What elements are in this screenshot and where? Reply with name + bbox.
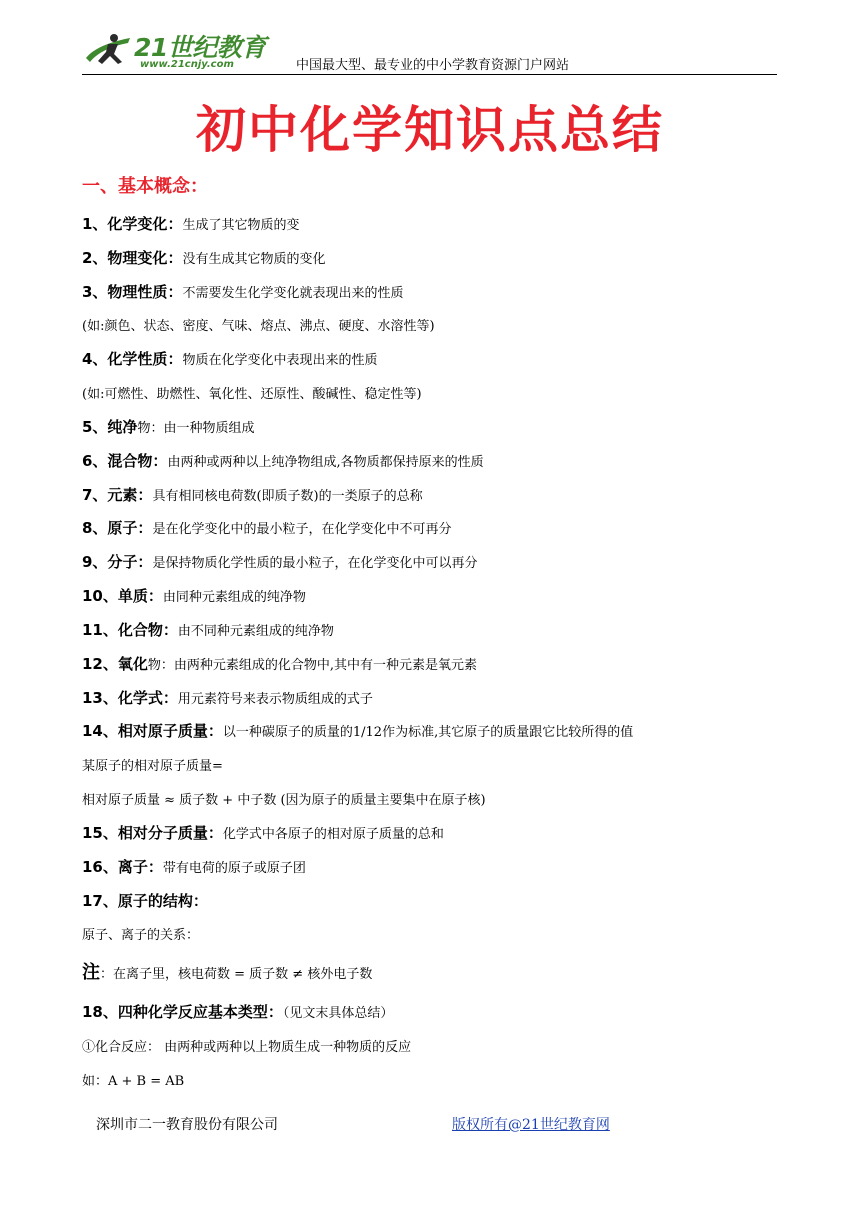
concept-term: 16、离子： — [82, 858, 163, 876]
concept-text: 生成了其它物质的变 — [182, 218, 300, 233]
concept-text: 某原子的相对原子质量= — [82, 759, 223, 774]
site-tagline: 中国最大型、最专业的中小学教育资源门户网站 — [296, 58, 570, 73]
concept-text: 相对原子质量 ≈ 质子数 + 中子数 (因为原子的质量主要集中在原子核) — [82, 793, 486, 808]
concept-text: (如:可燃性、助燃性、氧化性、还原性、酸碱性、稳定性等) — [82, 387, 422, 402]
concept-term: 11、化合物： — [82, 621, 178, 639]
concept-text: 是在化学变化中的最小粒子，在化学变化中不可再分 — [152, 522, 452, 537]
concept-line — [82, 382, 422, 406]
concept-text: 原子、离子的关系： — [82, 928, 200, 943]
logo-url: www.21cnjy.com — [140, 59, 234, 70]
footer-copyright-link[interactable]: 版权所有@21世纪教育网 — [452, 1117, 610, 1133]
footer-company: 深圳市二一教育股份有限公司 — [96, 1117, 278, 1133]
runner-logo-icon — [84, 30, 132, 70]
logo-text: 21世纪教育 — [134, 33, 266, 62]
concept-term: 13、化学式： — [82, 689, 178, 707]
concept-term: 5、纯净 — [82, 418, 138, 436]
concept-line — [82, 962, 372, 986]
concept-term: 14、相对原子质量： — [82, 722, 223, 740]
concept-text: 由两种或两种以上纯净物组成,各物质都保持原来的性质 — [167, 455, 484, 470]
concept-line — [82, 314, 435, 338]
document-title: 初中化学知识点总结 — [196, 100, 664, 159]
concept-term: 9、分子： — [82, 553, 153, 571]
concept-text: (如:颜色、状态、密度、气味、熔点、沸点、硬度、水溶性等) — [82, 319, 435, 334]
concept-text: ①化合反应： 由两种或两种以上物质生成一种物质的反应 — [82, 1040, 412, 1055]
concept-term: 18、四种化学反应基本类型： — [82, 1003, 283, 1021]
concept-line — [82, 416, 254, 440]
concept-line — [82, 1001, 393, 1025]
concept-term: 17、原子的结构： — [82, 892, 208, 910]
concept-line — [82, 1069, 184, 1093]
concept-text: 物：由一种物质组成 — [137, 421, 255, 436]
concept-line — [82, 788, 486, 812]
concept-term: 2、物理变化： — [82, 249, 183, 267]
concept-term: 7、元素： — [82, 486, 153, 504]
concept-text: 用元素符号来表示物质组成的式子 — [177, 692, 373, 707]
concept-text: 没有生成其它物质的变化 — [182, 252, 326, 267]
site-logo[interactable] — [82, 26, 292, 72]
concept-text: 由同种元素组成的纯净物 — [162, 590, 306, 605]
concept-line — [82, 281, 403, 305]
concept-line — [82, 450, 484, 474]
concept-line — [82, 619, 334, 643]
concept-line — [82, 247, 325, 271]
concept-text: 化学式中各原子的相对原子质量的总和 — [222, 827, 444, 842]
concept-term: 1、化学变化： — [82, 215, 183, 233]
concept-line — [82, 856, 306, 880]
concept-line — [82, 890, 208, 914]
concept-line — [82, 1035, 411, 1059]
concept-text: 不需要发生化学变化就表现出来的性质 — [182, 286, 404, 301]
concept-text: 具有相同核电荷数(即质子数)的一类原子的总称 — [152, 489, 423, 504]
concept-term: 10、单质： — [82, 587, 163, 605]
concept-term: 6、混合物： — [82, 452, 168, 470]
concept-term: 8、原子： — [82, 519, 153, 537]
section-title: 一、基本概念： — [82, 176, 208, 197]
concept-line — [82, 653, 477, 677]
concept-line — [82, 517, 451, 541]
concept-line — [82, 687, 373, 711]
concept-text: ：在离子里，核电荷数 = 质子数 ≠ 核外电子数 — [100, 967, 373, 982]
concept-text: （见文末具体总结） — [282, 1006, 394, 1021]
concept-line — [82, 923, 199, 947]
concept-text: 物：由两种元素组成的化合物中,其中有一种元素是氧元素 — [147, 658, 478, 673]
concept-line — [82, 484, 423, 508]
concept-term: 15、相对分子质量： — [82, 824, 223, 842]
concept-text: 带有电荷的原子或原子团 — [162, 861, 306, 876]
concept-line — [82, 213, 299, 237]
concept-text: 由不同种元素组成的纯净物 — [177, 624, 334, 639]
concept-line — [82, 348, 377, 372]
concept-line — [82, 754, 223, 778]
concept-line — [82, 822, 444, 846]
concept-term: 3、物理性质： — [82, 283, 183, 301]
concept-text: 物质在化学变化中表现出来的性质 — [182, 353, 378, 368]
page-header — [82, 26, 777, 75]
concept-term: 注 — [82, 962, 100, 983]
concept-line — [82, 551, 477, 575]
concept-term: 12、氧化 — [82, 655, 148, 673]
concept-line — [82, 720, 633, 744]
concept-text: 以一种碳原子的质量的1/12作为标准,其它原子的质量跟它比较所得的值 — [222, 725, 634, 740]
concept-term: 4、化学性质： — [82, 350, 183, 368]
concept-text: 是保持物质化学性质的最小粒子，在化学变化中可以再分 — [152, 556, 478, 571]
concept-text: 如：A + B = AB — [82, 1074, 185, 1089]
concept-line — [82, 585, 306, 609]
